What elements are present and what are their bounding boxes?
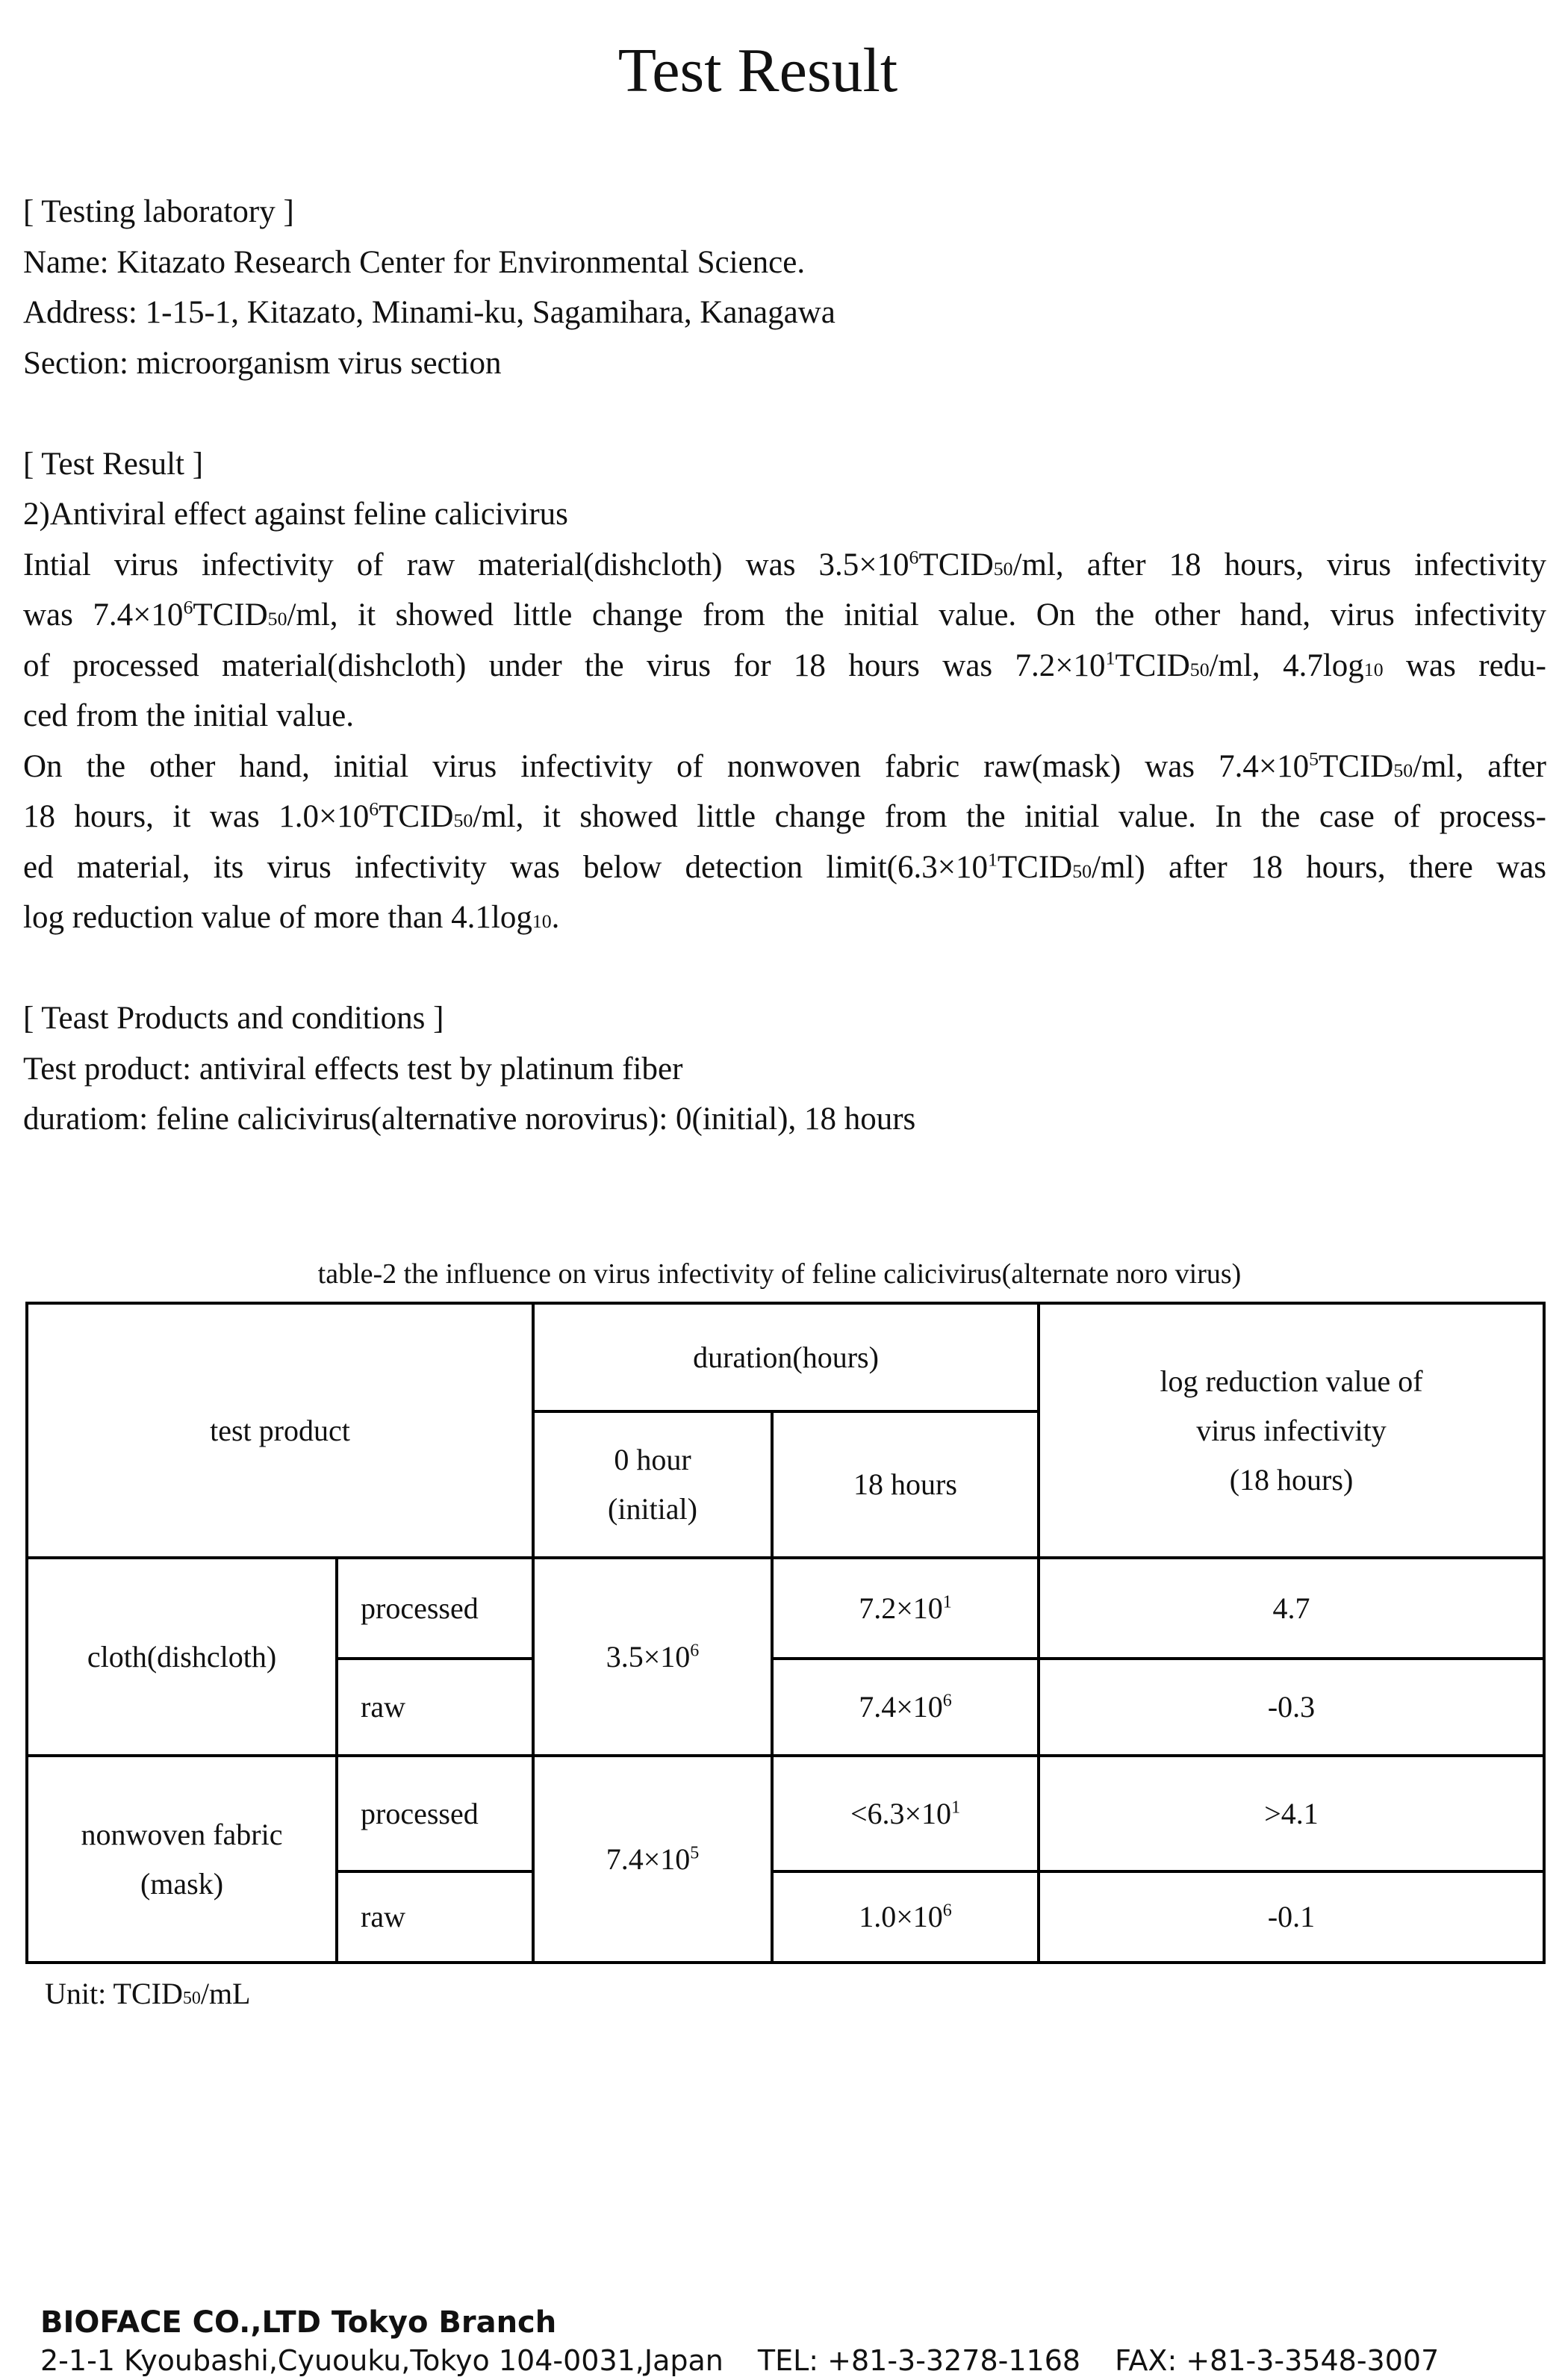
- result-paragraph-2-line-2: 18 hours, it was $1.0\times 10^6TCID50/ml$, it showed little change from the initial value. In the case of process-: [23, 798, 1546, 834]
- nonwoven-processed-18h: $<6.3\times 10^1$: [772, 1756, 1039, 1871]
- cloth-raw-18h: $7.4\times 10^6$: [772, 1659, 1039, 1756]
- result-paragraph-1-line-2: was $7.4\times 10^6TCID50/ml$, it showed little change from the initial value. On the other hand, virus infectivity: [23, 596, 1547, 633]
- row-label-nonwoven: nonwoven fabric (mask): [27, 1756, 337, 1963]
- nonwoven-processed-reduction: >4.1: [1039, 1756, 1544, 1871]
- footer-contact: [40, 2341, 1439, 2380]
- footer-address: 2-1-1 Kyoubashi,Cyuouku,Tokyo 104-0031,Japan: [40, 2344, 724, 2377]
- conditions-heading: [ Teast Products and conditions ]: [23, 1001, 444, 1036]
- results-table: [25, 1302, 1546, 1964]
- cloth-initial-value: $3.5\times 10^6$: [533, 1558, 772, 1756]
- nonwoven-raw-reduction: -0.1: [1039, 1871, 1544, 1963]
- unit-note: Unit: TCID50/mL: [45, 1977, 251, 2010]
- cloth-raw-reduction: -0.3: [1039, 1659, 1544, 1756]
- laboratory-address: Address: 1-15-1, Kitazato, Minami-ku, Sagamihara, Kanagawa: [23, 295, 836, 330]
- footer-company: BIOFACE CO.,LTD Tokyo Branch: [40, 2305, 557, 2340]
- footer-fax: FAX: +81-3-3548-3007: [1115, 2344, 1440, 2377]
- result-paragraph-2-line-4: log reduction value of more than 4.1log10.: [23, 900, 560, 935]
- nonwoven-raw-label: raw: [337, 1871, 533, 1963]
- result-paragraph-2-line-1: On the other hand, initial virus infectivity of nonwoven fabric raw(mask) was $7.4\times 10^5TCID50/ml$, after: [23, 748, 1546, 784]
- conditions-duration: duratiom: feline calicivirus(alternative norovirus): 0(initial), 18 hours: [23, 1102, 916, 1137]
- header-zero-hour: 0 hour (initial): [533, 1411, 772, 1558]
- result-paragraph-1-line-1: Intial virus infectivity of raw material(dishcloth) was $3.5\times 10^6TCID50/ml$, after 18 hours, virus infectivity: [23, 546, 1546, 582]
- header-log-reduction: log reduction value of virus infectivity (18 hours): [1039, 1303, 1544, 1558]
- cloth-raw-label: raw: [337, 1659, 533, 1756]
- header-eighteen-hours: 18 hours: [772, 1411, 1039, 1558]
- nonwoven-initial-value: $7.4\times 10^5$: [533, 1756, 772, 1963]
- result-subheading: 2)Antiviral effect against feline calicivirus: [23, 497, 568, 532]
- laboratory-name: Name: Kitazato Research Center for Environmental Science.: [23, 244, 806, 280]
- header-duration: duration(hours): [533, 1303, 1039, 1411]
- result-paragraph-1-line-4: ced from the initial value.: [23, 698, 354, 733]
- result-paragraph-1-line-3: of processed material(dishcloth) under the virus for 18 hours was $7.2\times 10^1TCID50/ml$, 4.7log10 was redu-: [23, 647, 1546, 683]
- laboratory-section: Section: microorganism virus section: [23, 345, 502, 381]
- row-label-cloth: cloth(dishcloth): [27, 1558, 337, 1756]
- cloth-processed-label: processed: [337, 1558, 533, 1659]
- header-test-product: test product: [27, 1303, 533, 1558]
- conditions-product: Test product: antiviral effects test by platinum fiber: [23, 1051, 683, 1087]
- nonwoven-processed-label: processed: [337, 1756, 533, 1871]
- footer: [40, 2304, 1439, 2380]
- footer-tel: TEL: +81-3-3278-1168: [757, 2344, 1081, 2377]
- cloth-processed-18h: $7.2\times 10^1$: [772, 1558, 1039, 1659]
- table-caption: table-2 the influence on virus infectivity of feline calicivirus(alternate noro virus): [317, 1258, 1242, 1290]
- page-title: Test Result: [617, 36, 898, 105]
- result-paragraph-2-line-3: ed material, its virus infectivity was below detection $limit(6.3\times 10^1TCID50/ml)$ after 18 hours, there was: [23, 848, 1546, 885]
- nonwoven-raw-18h: $1.0\times 10^6$: [772, 1871, 1039, 1963]
- cloth-processed-reduction: 4.7: [1039, 1558, 1544, 1659]
- result-heading: [ Test Result ]: [23, 446, 204, 482]
- laboratory-heading: [ Testing laboratory ]: [23, 194, 294, 229]
- report-body: [23, 187, 1546, 1145]
